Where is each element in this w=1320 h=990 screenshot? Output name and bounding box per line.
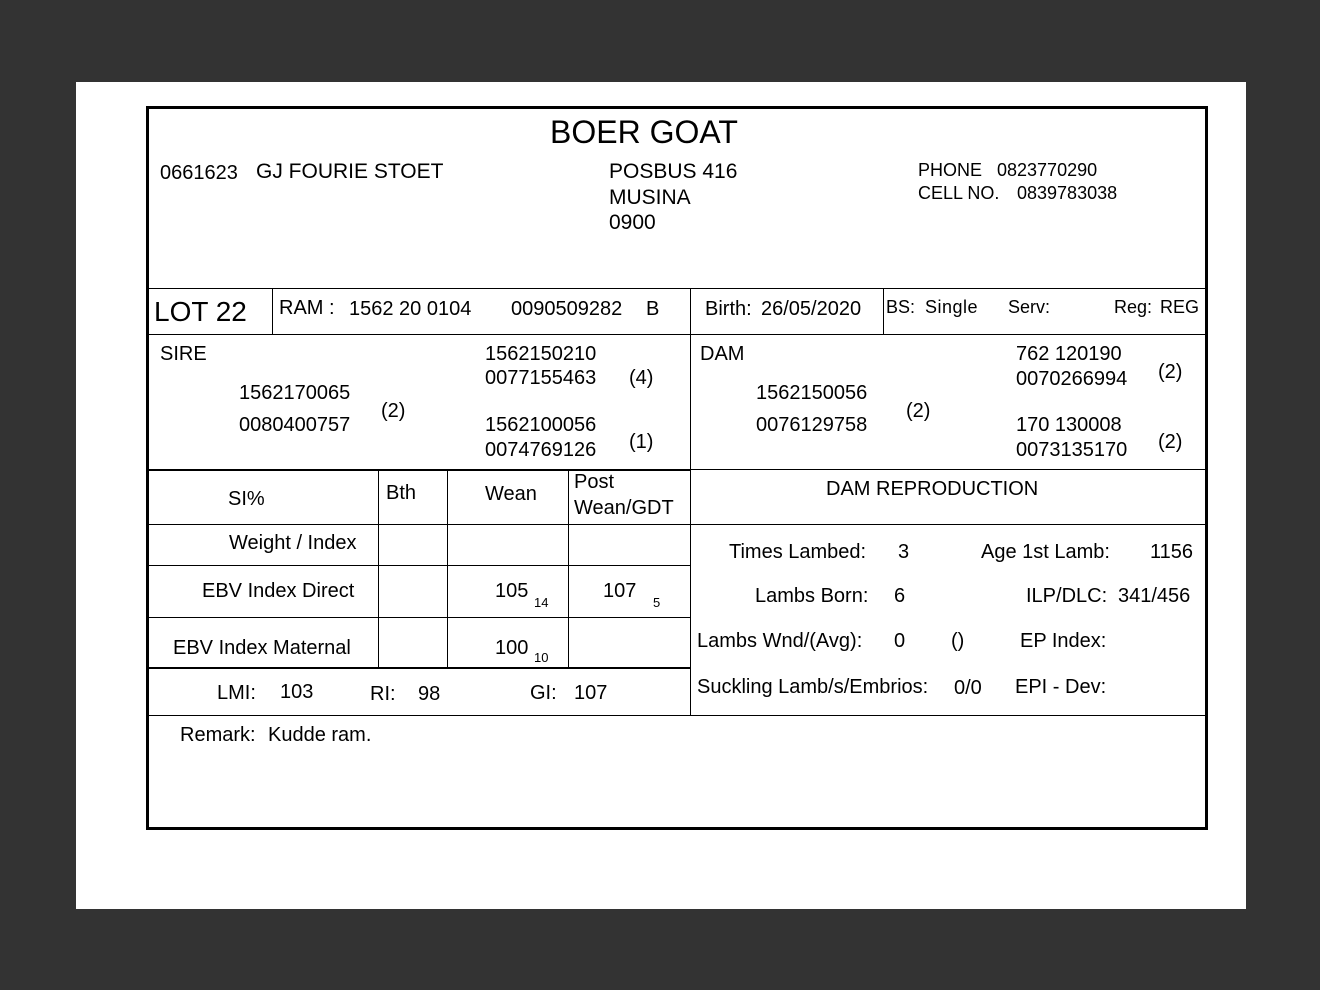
dam-label: DAM — [700, 343, 745, 365]
birth-date: 26/05/2020 — [761, 298, 862, 320]
ilp-dlc-value: 341/456 — [1118, 585, 1191, 607]
sire-dam-registration: 0074769126 — [485, 439, 597, 461]
lmi-label: LMI: — [217, 682, 256, 704]
ram-id: 1562 20 0104 — [349, 298, 472, 320]
dam-grade: (2) — [906, 400, 931, 422]
sale-lot-card — [146, 106, 1208, 830]
lambs-weaned-avg: () — [951, 630, 965, 652]
divider-col-wean — [447, 470, 448, 668]
ri-value: 98 — [418, 683, 441, 705]
gi-value: 107 — [574, 682, 608, 704]
ebv-direct-post-sub: 5 — [653, 595, 661, 610]
divider-lot-row — [148, 334, 1206, 335]
address-line-2: MUSINA — [609, 186, 691, 209]
sire-dam-grade: (1) — [629, 431, 654, 453]
breeder-name: GJ FOURIE STOET — [256, 160, 444, 183]
col-post-header-line2: Wean/GDT — [574, 497, 674, 519]
divider-birth-bs — [883, 288, 884, 334]
epi-dev-label: EPI - Dev: — [1015, 676, 1107, 698]
phone-number: 0823770290 — [997, 160, 1098, 180]
ep-index-label: EP Index: — [1020, 630, 1107, 652]
divider-perf-bottom — [148, 667, 691, 669]
sire-sire-registration: 0077155463 — [485, 367, 597, 389]
lambs-born-value: 6 — [894, 585, 906, 607]
lmi-value: 103 — [280, 681, 314, 703]
divider-col-bth — [378, 470, 379, 668]
col-wean-header: Wean — [485, 483, 537, 505]
ram-registration: 0090509282 — [511, 298, 623, 320]
ri-label: RI: — [370, 683, 396, 705]
divider-col-post — [568, 470, 569, 668]
divider-perf-header — [148, 524, 691, 525]
card-title: BOER GOAT — [550, 114, 738, 150]
address-line-3: 0900 — [609, 211, 656, 234]
ebv-direct-post: 107 — [603, 580, 637, 602]
ram-grade: B — [646, 298, 660, 320]
sire-grade: (2) — [381, 400, 406, 422]
divider-repro-top — [690, 469, 1206, 470]
col-post-header-line1: Post — [574, 471, 615, 493]
row-weight-index-label: Weight / Index — [229, 532, 357, 554]
remark-text: Kudde ram. — [268, 724, 372, 746]
divider-perf-row1 — [148, 565, 691, 566]
sire-id: 1562170065 — [239, 382, 351, 404]
ilp-dlc-label: ILP/DLC: — [1026, 585, 1108, 607]
divider-lot-ram — [272, 288, 273, 334]
age-first-lamb-value: 1156 — [1150, 541, 1194, 563]
cell-number: 0839783038 — [1017, 183, 1118, 203]
ebv-direct-wean: 105 — [495, 580, 529, 602]
reg-value: REG — [1160, 297, 1200, 317]
cell-label: CELL NO. — [918, 183, 1000, 203]
ram-label: RAM : — [279, 297, 335, 319]
age-first-lamb-label: Age 1st Lamb: — [981, 541, 1110, 563]
sire-sire-grade: (4) — [629, 367, 654, 389]
remark-label: Remark: — [180, 724, 256, 746]
dam-id: 1562150056 — [756, 382, 868, 404]
dam-registration: 0076129758 — [756, 414, 868, 436]
birth-status-value: Single — [925, 297, 979, 317]
divider-remark — [148, 715, 1206, 716]
divider-header — [148, 288, 1206, 289]
dam-sire-id: 762 120190 — [1016, 343, 1122, 365]
dam-dam-registration: 0073135170 — [1016, 439, 1128, 461]
lambs-weaned-label: Lambs Wnd/(Avg): — [697, 630, 863, 652]
row-ebv-maternal-label: EBV Index Maternal — [173, 637, 351, 659]
divider-repro-header — [690, 524, 1206, 525]
ebv-maternal-wean: 100 — [495, 637, 529, 659]
dam-reproduction-title: DAM REPRODUCTION — [826, 478, 1039, 500]
ebv-direct-wean-sub: 14 — [534, 595, 549, 610]
divider-perf-row2 — [148, 617, 691, 618]
dam-sire-grade: (2) — [1158, 361, 1183, 383]
dam-dam-id: 170 130008 — [1016, 414, 1122, 436]
suckling-value: 0/0 — [954, 677, 982, 699]
breeder-number: 0661623 — [160, 162, 238, 184]
dam-sire-registration: 0070266994 — [1016, 368, 1128, 390]
col-bth-header: Bth — [386, 482, 417, 504]
sire-registration: 0080400757 — [239, 414, 351, 436]
times-lambed-value: 3 — [898, 541, 910, 563]
birth-status-label: BS: — [886, 297, 916, 317]
sire-sire-id: 1562150210 — [485, 343, 597, 365]
lot-number: LOT 22 — [154, 296, 247, 327]
times-lambed-label: Times Lambed: — [729, 541, 867, 563]
address-line-1: POSBUS 416 — [609, 160, 738, 183]
serv-label: Serv: — [1008, 297, 1051, 317]
lambs-born-label: Lambs Born: — [755, 585, 869, 607]
reg-label: Reg: — [1114, 297, 1153, 317]
suckling-label: Suckling Lamb/s/Embrios: — [697, 676, 929, 698]
dam-dam-grade: (2) — [1158, 431, 1183, 453]
birth-label: Birth: — [705, 298, 752, 320]
sire-label: SIRE — [160, 343, 207, 365]
lambs-weaned-value: 0 — [894, 630, 906, 652]
row-ebv-direct-label: EBV Index Direct — [202, 580, 355, 602]
divider-center — [690, 288, 691, 715]
sire-dam-id: 1562100056 — [485, 414, 597, 436]
phone-label: PHONE — [918, 160, 983, 180]
gi-label: GI: — [530, 682, 557, 704]
ebv-maternal-wean-sub: 10 — [534, 650, 549, 665]
si-label: SI% — [228, 488, 265, 510]
